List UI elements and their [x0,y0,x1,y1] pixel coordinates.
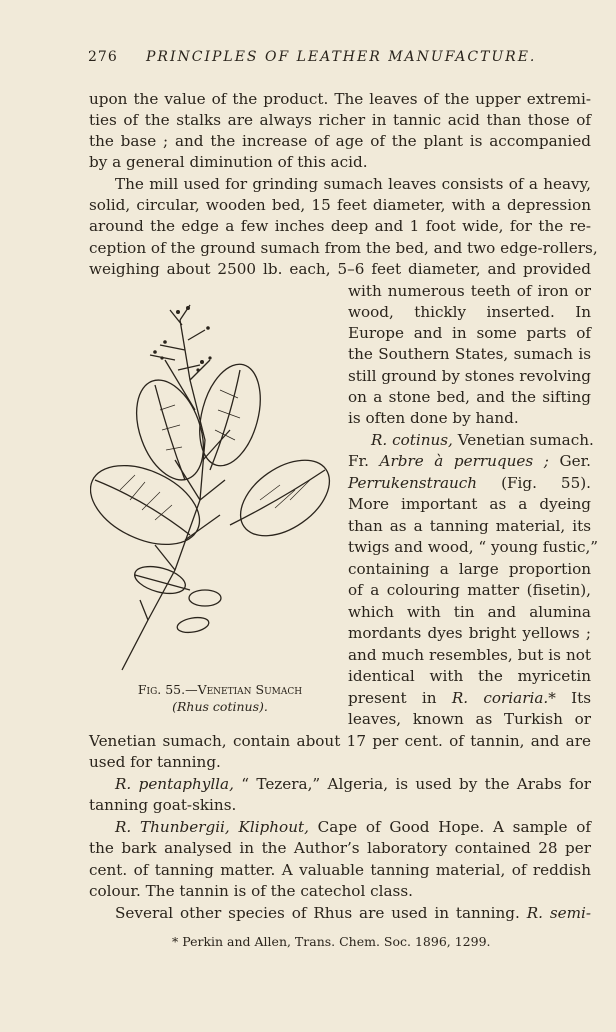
text-line: and much resembles, but is not [348,646,591,664]
figure-caption [120,681,320,715]
text-line: Fr. Arbre à perruques ; Ger. [348,452,591,470]
text-line: which with tin and alumina [348,603,591,621]
text-line: R. pentaphylla, “ Tezera,” Algeria, is used by the Arabs for [115,775,591,793]
text-line: cent. of tanning matter. A valuable tanning material, of reddish [89,861,591,879]
species-name: R. pentaphylla, [115,775,234,793]
text-line: twigs and wood, “ young fustic,” [348,538,599,556]
footnote: * Perkin and Allen, Trans. Chem. Soc. 1896, 1299. [172,934,491,949]
running-header [88,49,568,71]
text-line: upon the value of the product. The leaves of the upper extremi- [89,90,591,108]
text-line: wood, thickly inserted. In [348,303,591,321]
text-line: with numerous teeth of iron or [348,282,591,300]
text-line: present in R. coriaria.* Its [348,689,591,707]
text-line: mordants dyes bright yellows ; [348,624,591,642]
text-line: still ground by stones revolving [348,367,591,385]
sumach-illustration [90,300,335,680]
caption-line: Fig. 55.—Venetian Sumach [137,682,303,697]
text-line: the base ; and the increase of age of the plant is accompanied [89,132,591,150]
text-line: solid, circular, wooden bed, 15 feet diameter, with a depression [89,196,591,214]
text-line: of a colouring matter (fisetin), [348,581,591,599]
text-line: than as a tanning material, its [348,517,591,535]
text-line: on a stone bed, and the sifting [348,388,591,406]
text-line: the Southern States, sumach is [348,345,591,363]
text-line: weighing about 2500 lb. each, 5–6 feet diameter, and provided [89,260,591,278]
text-line: used for tanning. [89,753,221,771]
text-line: R. Thunbergii, Kliphout, Cape of Good Hope. A sample of [115,818,592,836]
text-line: tanning goat-skins. [89,796,237,814]
text-line: More important as a dyeing [348,495,591,513]
text-line: leaves, known as Turkish or [348,710,591,728]
text-line: Perrukenstrauch (Fig. 55). [348,474,591,492]
text-line: Europe and in some parts of [348,324,591,342]
text-line: containing a large proportion [348,560,591,578]
text-line: Several other species of Rhus are used in tanning. R. semi- [115,904,592,922]
species-name: R. Thunbergii, Kliphout, [115,818,309,836]
text-line: The mill used for grinding sumach leaves consists of a heavy, [115,175,591,193]
species-name: R. cotinus, [371,431,453,449]
text-line: ties of the stalks are always richer in tannic acid than those of [89,111,591,129]
text-line: around the edge a few inches deep and 1 foot wide, for the re- [89,217,591,235]
text-line: Venetian sumach, contain about 17 per cent. of tannin, and are [89,732,591,750]
text-line: the bark analysed in the Author’s laboratory contained 28 per [89,839,591,857]
text-line: identical with the myricetin [348,667,591,685]
text-line: is often done by hand. [348,409,519,427]
text-line: colour. The tannin is of the catechol class. [89,882,413,900]
running-title: PRINCIPLES OF LEATHER MANUFACTURE. [146,49,537,65]
page-number: 276 [88,49,118,65]
text-line: R. cotinus, Venetian sumach. [371,431,594,449]
caption-line: (Rhus cotinus). [172,699,268,714]
text-line: by a general diminution of this acid. [89,153,368,171]
text-line: ception of the ground sumach from the bed, and two edge-rollers, [89,239,598,257]
